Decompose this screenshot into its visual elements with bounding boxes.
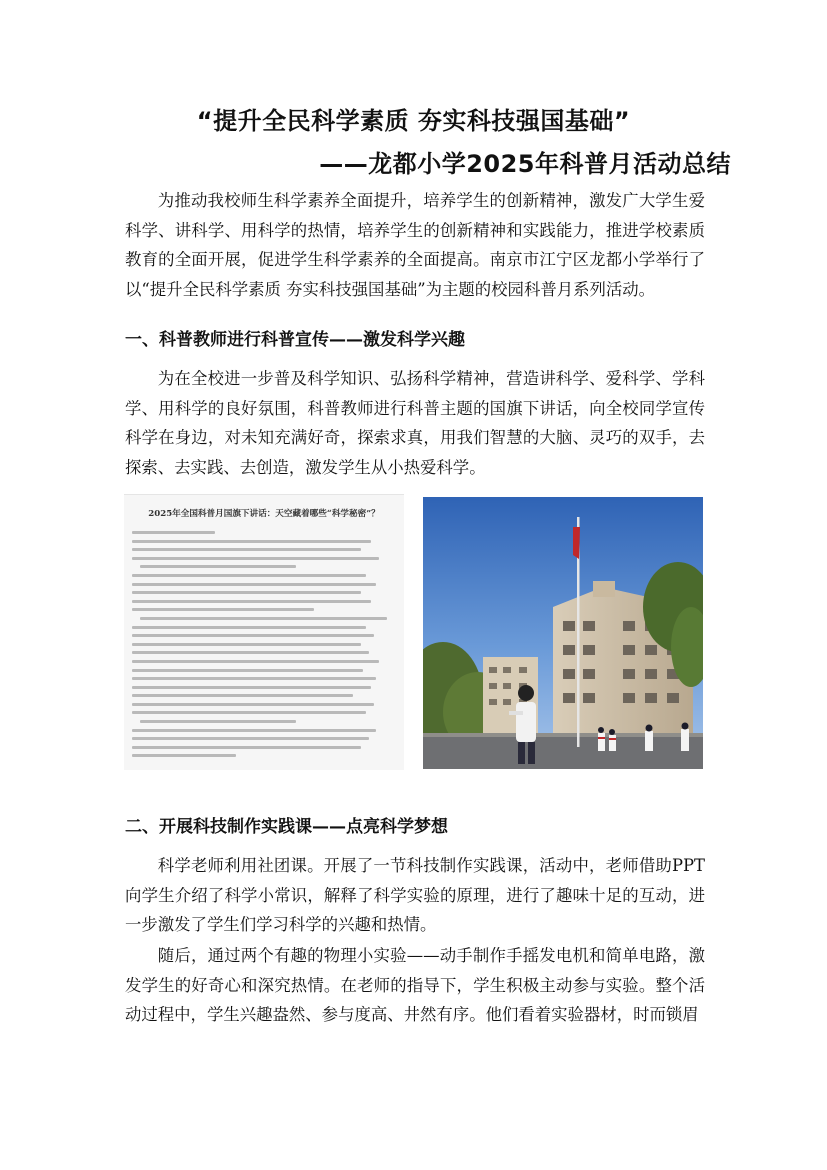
document-text-line (132, 548, 361, 551)
section2-heading: 二、开展科技制作实践课——点亮科学梦想 (125, 817, 448, 837)
document-title: “提升全民科学素质 夯实科技强国基础” (196, 107, 631, 135)
section1-heading: 一、科普教师进行科普宣传——激发科学兴趣 (125, 330, 465, 350)
document-text-line (132, 711, 366, 714)
document-text-line (132, 634, 374, 637)
section2-paragraph1: 科学老师利用社团课。开展了一节科技制作实践课，活动中，老师借助PPT向学生介绍了科学小常识，解释了科学实验的原理，进行了趣味十足的互动，进一步激发了学生们学习科学的兴趣和热情。 (125, 856, 705, 934)
document-text-line (132, 626, 366, 629)
document-text-line (132, 557, 379, 560)
document-text-line (132, 746, 361, 749)
document-text-line (132, 531, 215, 534)
document-text-line (132, 729, 376, 732)
document-text-line (132, 694, 353, 697)
section2-paragraph2: 随后，通过两个有趣的物理小实验——动手制作手摇发电机和简单电路，激发学生的好奇心和深究热情。在老师的指导下，学生积极主动参与实验。整个活动过程中，学生兴趣盎然、参与度高、井然有序。他们看着实验器材，时而锁眉 (125, 946, 705, 1024)
document-text-line (140, 565, 296, 568)
document-text-line (132, 686, 371, 689)
document-text-line (132, 677, 376, 680)
intro-paragraph: 为推动我校师生科学素养全面提升，培养学生的创新精神，激发广大学生爱科学、讲科学、用科学的热情，培养学生的创新精神和实践能力，推进学校素质教育的全面开展，促进学生科学素养的全面提高。南京市江宁区龙都小学举行了以“提升全民科学素质 夯实科技强国基础”为主题的校园科普月系列活动。 (125, 191, 705, 299)
document-text-line (132, 703, 374, 706)
speech-document-title: 2025年全国科普月国旗下讲话：天空藏着哪些“科学秘密”？ (148, 509, 380, 519)
document-text-line (132, 600, 371, 603)
speech-document-image (124, 494, 404, 770)
document-text-line (140, 617, 387, 620)
section1-paragraph: 为在全校进一步普及科学知识、弘扬科学精神，营造讲科学、爱科学、学科学、用科学的良好氛围，科普教师进行科普主题的国旗下讲话，向全校同学宣传科学在身边，对未知充满好奇，探索求真，用我们智慧的大脑、灵巧的双手，去探索、去实践、去创造，激发学生从小热爱科学。 (125, 369, 705, 477)
document-text-line (132, 669, 363, 672)
document-text-line (132, 737, 369, 740)
document-text-line (132, 754, 236, 757)
document-text-line (132, 583, 376, 586)
document-text-line (132, 574, 366, 577)
document-text-line (132, 540, 371, 543)
document-text-line (132, 643, 361, 646)
document-text-line (132, 651, 369, 654)
document-text-line (132, 591, 361, 594)
document-text-line (140, 720, 296, 723)
document-text-line (132, 608, 314, 611)
flag-ceremony-photo (423, 497, 703, 769)
speech-document-text-lines (124, 531, 404, 757)
document-text-line (132, 660, 379, 663)
document-subtitle: ——龙都小学2025年科普月活动总结 (319, 150, 731, 178)
